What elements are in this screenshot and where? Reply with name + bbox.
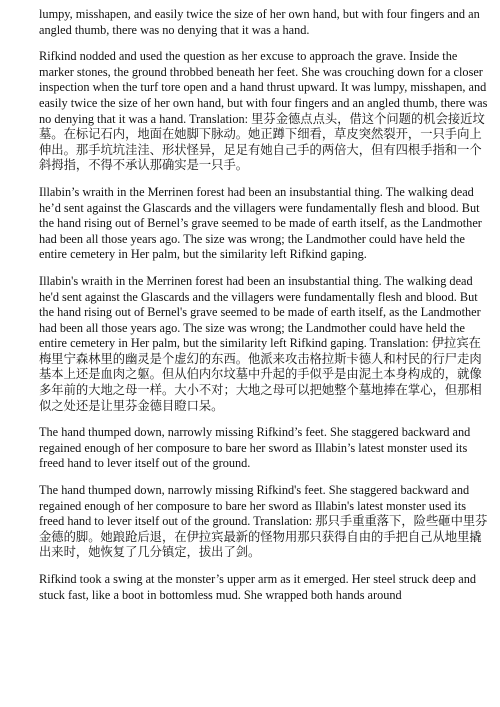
paragraph-6-text: The hand thumped down, narrowly missing Rifkind's feet. She staggered backward and regained enough of her composure to bare her sword as Illabin's latest monster used its freed hand to lever itself out of the ground. Translation:: [39, 483, 470, 529]
paragraph-7: [39, 572, 490, 603]
paragraph-1-text: lumpy, misshapen, and easily twice the size of her own hand, but with four fingers and an angled thumb, there was no denying that it was a hand.: [39, 7, 480, 37]
paragraph-2-translation: 里芬金德点点头，借这个问题的机会接近坟墓。在标记石内，地面在她脚下脉动。她正蹲下细看，草皮突然裂开，一只手向上伸出。那手坑坑洼洼、形状怪异，足足有她自己手的两倍大，但有四根手指和一个斜拇指，不得不承认那确实是一只手。: [39, 111, 485, 173]
paragraph-5: [39, 425, 490, 472]
paragraph-5-text: The hand thumped down, narrowly missing Rifkind’s feet. She staggered backward and regained enough of her composure to bare her sword as Illabin’s latest monster used its freed hand to lever itself out of the ground.: [39, 425, 471, 471]
paragraph-2: [39, 49, 490, 174]
paragraph-3: [39, 185, 490, 263]
paragraph-4-translation: 伊拉宾在梅里宁森林里的幽灵是个虚幻的东西。他派来攻击格拉斯卡德人和村民的行尸走肉基本上还是血肉之躯。但从伯内尔坟墓中升起的手似乎是由泥土本身构成的，就像多年前的大地之母一样。大小不对；大地之母可以把她整个墓地捧在掌心，但那相似之处还是让里芬金德目瞪口呆。: [39, 336, 482, 413]
paragraph-7-text: Rifkind took a swing at the monster’s upper arm as it emerged. Her steel struck deep and stuck fast, like a boot in bottomless mud. She wrapped both hands around: [39, 572, 476, 602]
paragraph-3-text: Illabin’s wraith in the Merrinen forest had been an insubstantial thing. The walking dead he’d sent against the Glascards and the villagers were fundamentally flesh and blood. But the hand rising out of Bernel’s grave seemed to be made of earth itself, as the Landmother had been all those years ago. The size was wrong; the Landmother could have held the entire cemetery in Her palm, but the similarity left Rifkind gaping.: [39, 184, 482, 262]
paragraph-2-text: Rifkind nodded and used the question as her excuse to approach the grave. Inside the marker stones, the ground throbbed beneath her feet. She was crouching down for a closer inspection when the turf tore open and a hand thrust upward. It was lumpy, misshapen, and easily twice the size of her own hand, but with four fingers and an angled thumb, there was no denying that it was a hand. Translation:: [39, 49, 488, 126]
paragraph-6: [39, 483, 490, 561]
paragraph-1: [39, 7, 490, 38]
paragraph-4-text: Illabin's wraith in the Merrinen forest had been an insubstantial thing. The walking dead he'd sent against the Glascards and the villagers were fundamentally flesh and blood. But the hand rising out of Bernel's grave seemed to be made of earth itself, as the Landmother had been all those years ago. The size was wrong; the Landmother could have held the entire cemetery in Her palm, but the similarity left Rifkind gaping. Translation:: [39, 273, 481, 351]
paragraph-4: [39, 274, 490, 414]
paragraph-6-translation: 那只手重重落下，险些砸中里芬金德的脚。她踉跄后退，在伊拉宾最新的怪物用那只获得自由的手把自己从地里撬出来时，她恢复了几分镇定，拔出了剑。: [39, 514, 488, 560]
